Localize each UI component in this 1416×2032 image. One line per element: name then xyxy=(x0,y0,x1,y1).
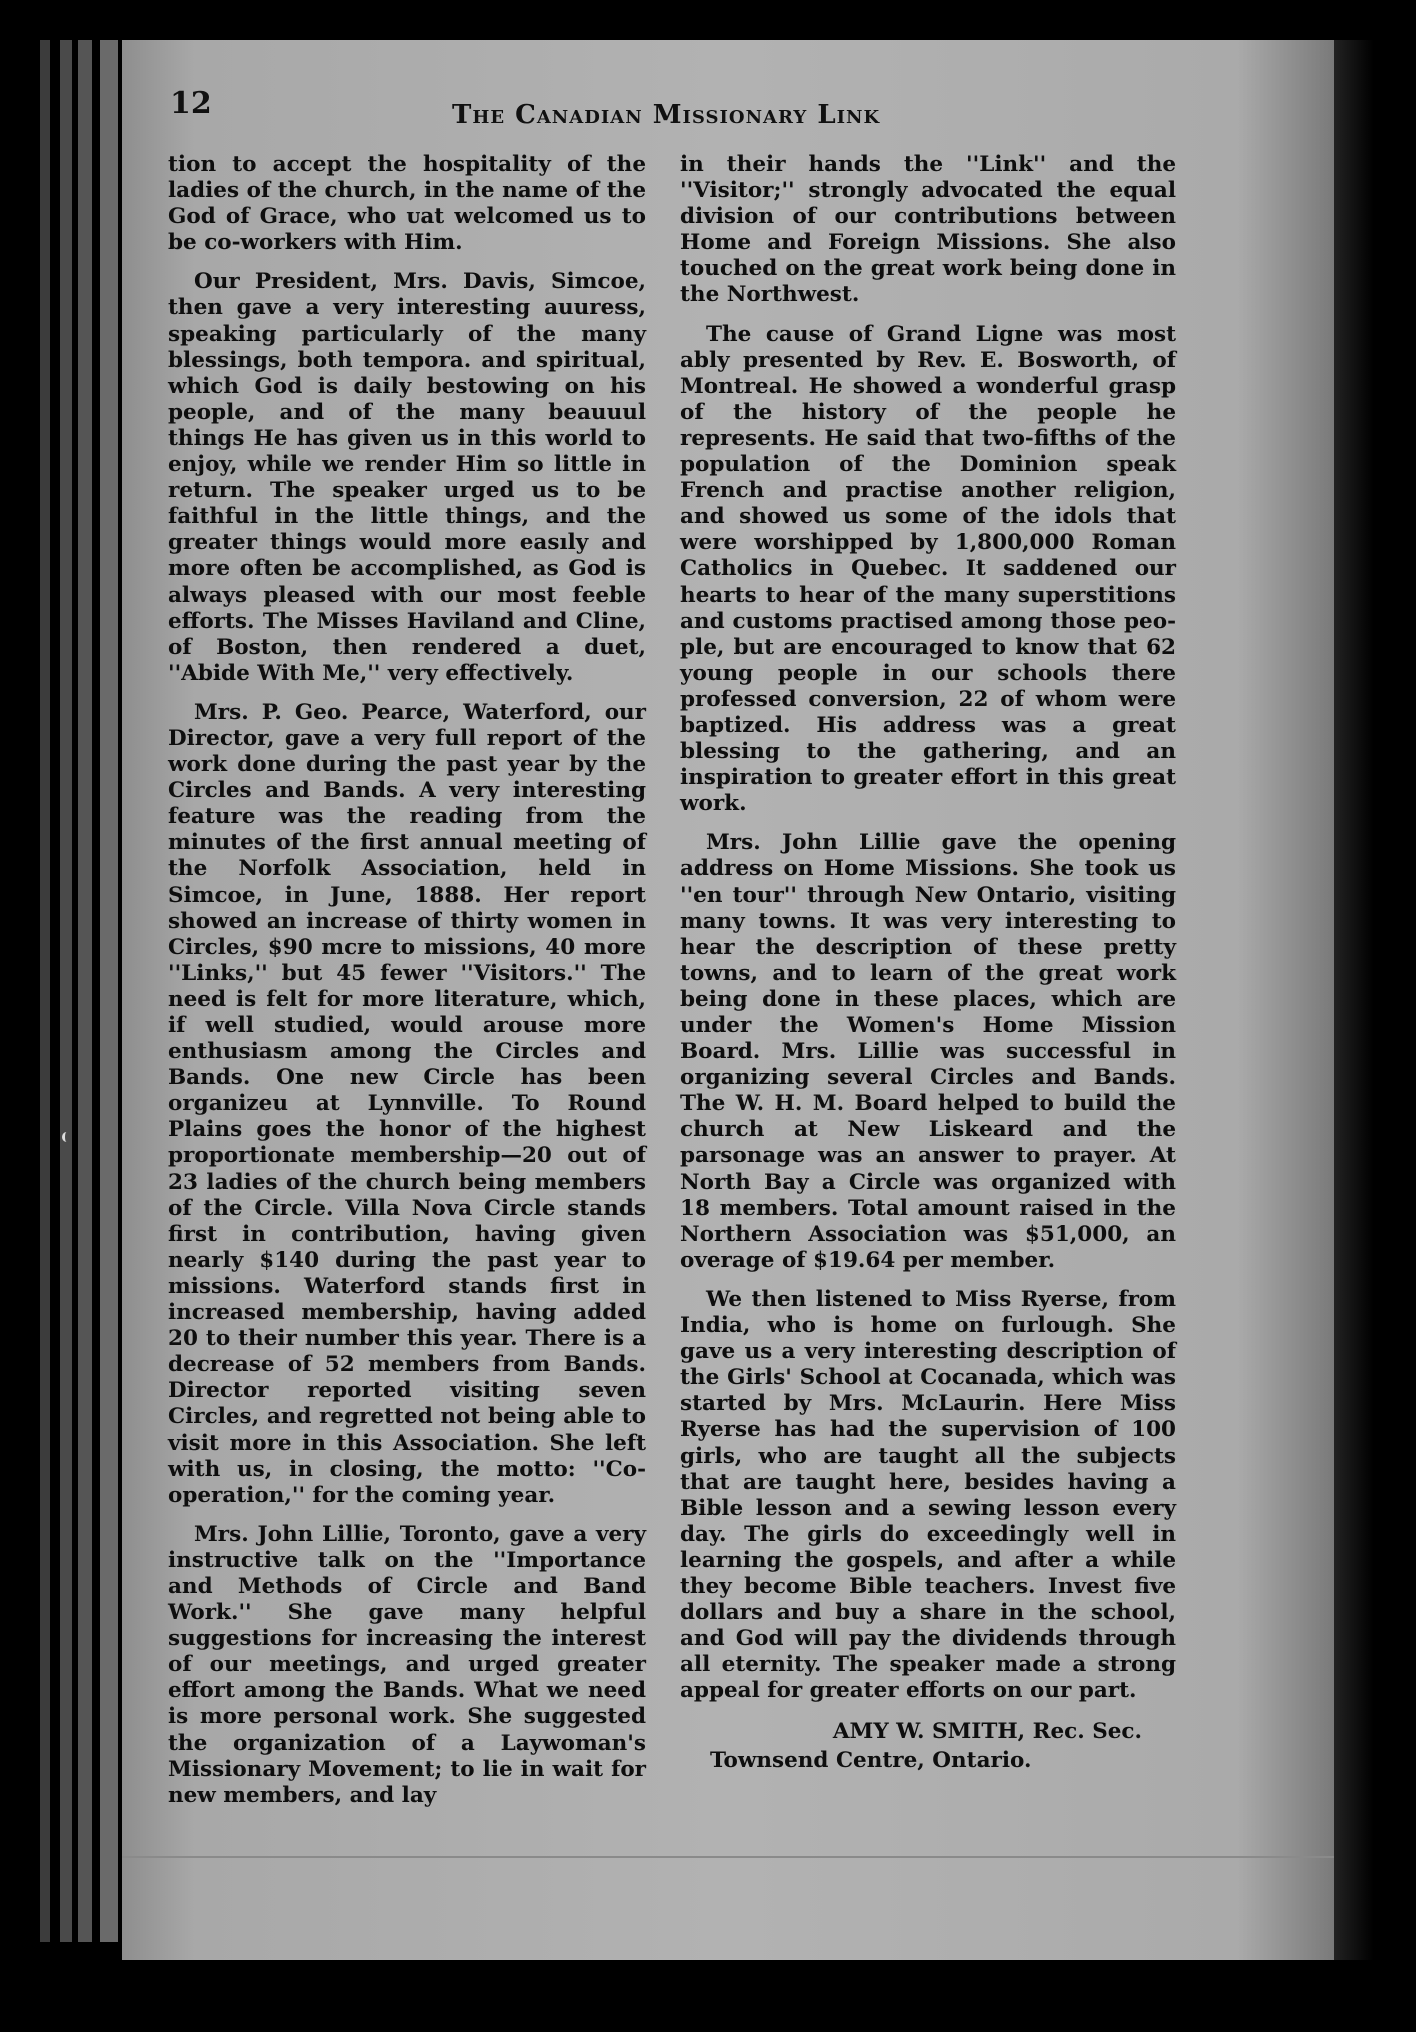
page-rule xyxy=(122,1856,1334,1858)
paragraph: Mrs. P. Geo. Pearce, Waterford, our Director, gave a very full report of the work done during the past year by the Circles and Bands. A very interesting feature was the reading from the minutes of the first annual meeting of the Norfolk Association, held in Simcoe, in June, 1888. Her report showed an increase of thirty women in Circles, $90 mcre to missions, 40 more ''Links,'' but 45 fewer ''Visitors.'' The need is felt for more literature, which, if well studied, would arouse more enthusiasm among the Circles and Bands. One new Circle has been organizeu at Lynnville. To Round Plains goes the honor of the highest proportionate membership—20 out of 23 ladies of the church being members of the Circle. Villa Nova Circle stands first in contribution, having given nearly $140 during the past year to missions. Waterford stands first in increased membership, having added 20 to their number this year. There is a decrease of 52 members from Bands. Director reported visiting seven Circles, and regretted not being able to visit more in this Association. She left with us, in closing, the motto: ''Co-operation,'' for the coming year. xyxy=(168,699,646,1508)
page-number: 12 xyxy=(170,86,212,121)
paragraph: Mrs. John Lillie, Toronto, gave a very instructive talk on the ''Importance and Methods of Circle and Band Work.'' She gave many helpful suggestions for increasing the interest of our meetings, and urged greater effort among the Bands. What we need is more personal work. She suggested the organization of a Laywoman's Missionary Movement; to lie in wait for new members, and lay xyxy=(168,1521,646,1808)
paragraph: We then listened to Miss Ryerse, from India, who is home on furlough. She gave us a very interesting description of the Girls' School at Cocanada, which was started by Mrs. McLaurin. Here Miss Ryerse has had the supervision of 100 girls, who are taught all the subjects that are taught here, besides having a Bible lesson and a sewing lesson every day. The girls do exceedingly well in learning the gospels, and after a while they become Bible teachers. Invest five dollars and buy a share in the school, and God will pay the dividends through all eternity. The speaker made a strong appeal for greater efforts on our part. xyxy=(680,1286,1176,1704)
left-column xyxy=(168,152,646,1822)
signature-place: Townsend Centre, Ontario. xyxy=(710,1748,1032,1774)
paragraph: Mrs. John Lillie gave the opening address on Home Missions. She took us ''en tour'' through New Ontario, visiting many towns. It was very interesting to hear the description of these pretty towns, and to learn of the great work being done in these places, which are under the Women's Home Mission Board. Mrs. Lillie was successful in organizing several Circles and Bands. The W. H. M. Board helped to build the church at New Liskeard and the parsonage was an answer to prayer. At North Bay a Circle was organized with 18 members. Total amount raised in the Northern Association was $51,000, an overage of $19.64 per member. xyxy=(680,830,1176,1273)
signature-name: AMY W. SMITH, Rec. Sec. xyxy=(832,1719,1142,1745)
scan-artifact xyxy=(62,1132,71,1142)
paragraph: tion to accept the hospitality of the ladies of the church, in the name of the God of Grace, who ᴜat welcomed us to be co-workers with Him. xyxy=(168,152,646,256)
binding-strip xyxy=(40,40,50,1942)
running-title: The Canadian Missionary Link xyxy=(452,100,881,130)
paragraph: The cause of Grand Ligne was most ably presented by Rev. E. Bosworth, of Montreal. He showed a wonderful grasp of the history of the people he represents. He said that two-fifths of the population of the Dominion speak French and practise another religion, and showed us some of the idols that were worshipped by 1,800,000 Roman Catholics in Quebec. It saddened our hearts to hear of the many superstitions and customs practised among those peo- ple, but are encouraged to know that 62 young people in our schools there professed conversion, 22 of whom were baptized. His address was a great blessing to the gathering, and an inspiration to greater effort in this great work. xyxy=(680,321,1176,817)
paragraph: Our President, Mrs. Davis, Simcoe, then gave a very interesting auuress, speaking particularly of the many blessings, both tempora. and spiritual, which God is daily bestowing on his people, and of the many beauuul things He has given us in this world to enjoy, while we render Him so little in return. The speaker urged us to be faithful in the little things, and the greater things would more easıly and more often be accomplished, as God is always pleased with our most feeble efforts. The Misses Haviland and Cline, of Boston, then rendered a duet, ''Abide With Me,'' very effectively. xyxy=(168,269,646,686)
binding-strip xyxy=(60,40,72,1942)
right-column xyxy=(680,152,1176,1775)
page-edge-shadow xyxy=(1334,40,1374,1960)
binding-strip xyxy=(78,40,92,1942)
paragraph: in their hands the ''Link'' and the ''Visitor;'' strongly advocated the equal division of our contributions between Home and Foreign Missions. She also touched on the great work being done in the Northwest. xyxy=(680,152,1176,308)
binding-strip xyxy=(100,40,118,1942)
